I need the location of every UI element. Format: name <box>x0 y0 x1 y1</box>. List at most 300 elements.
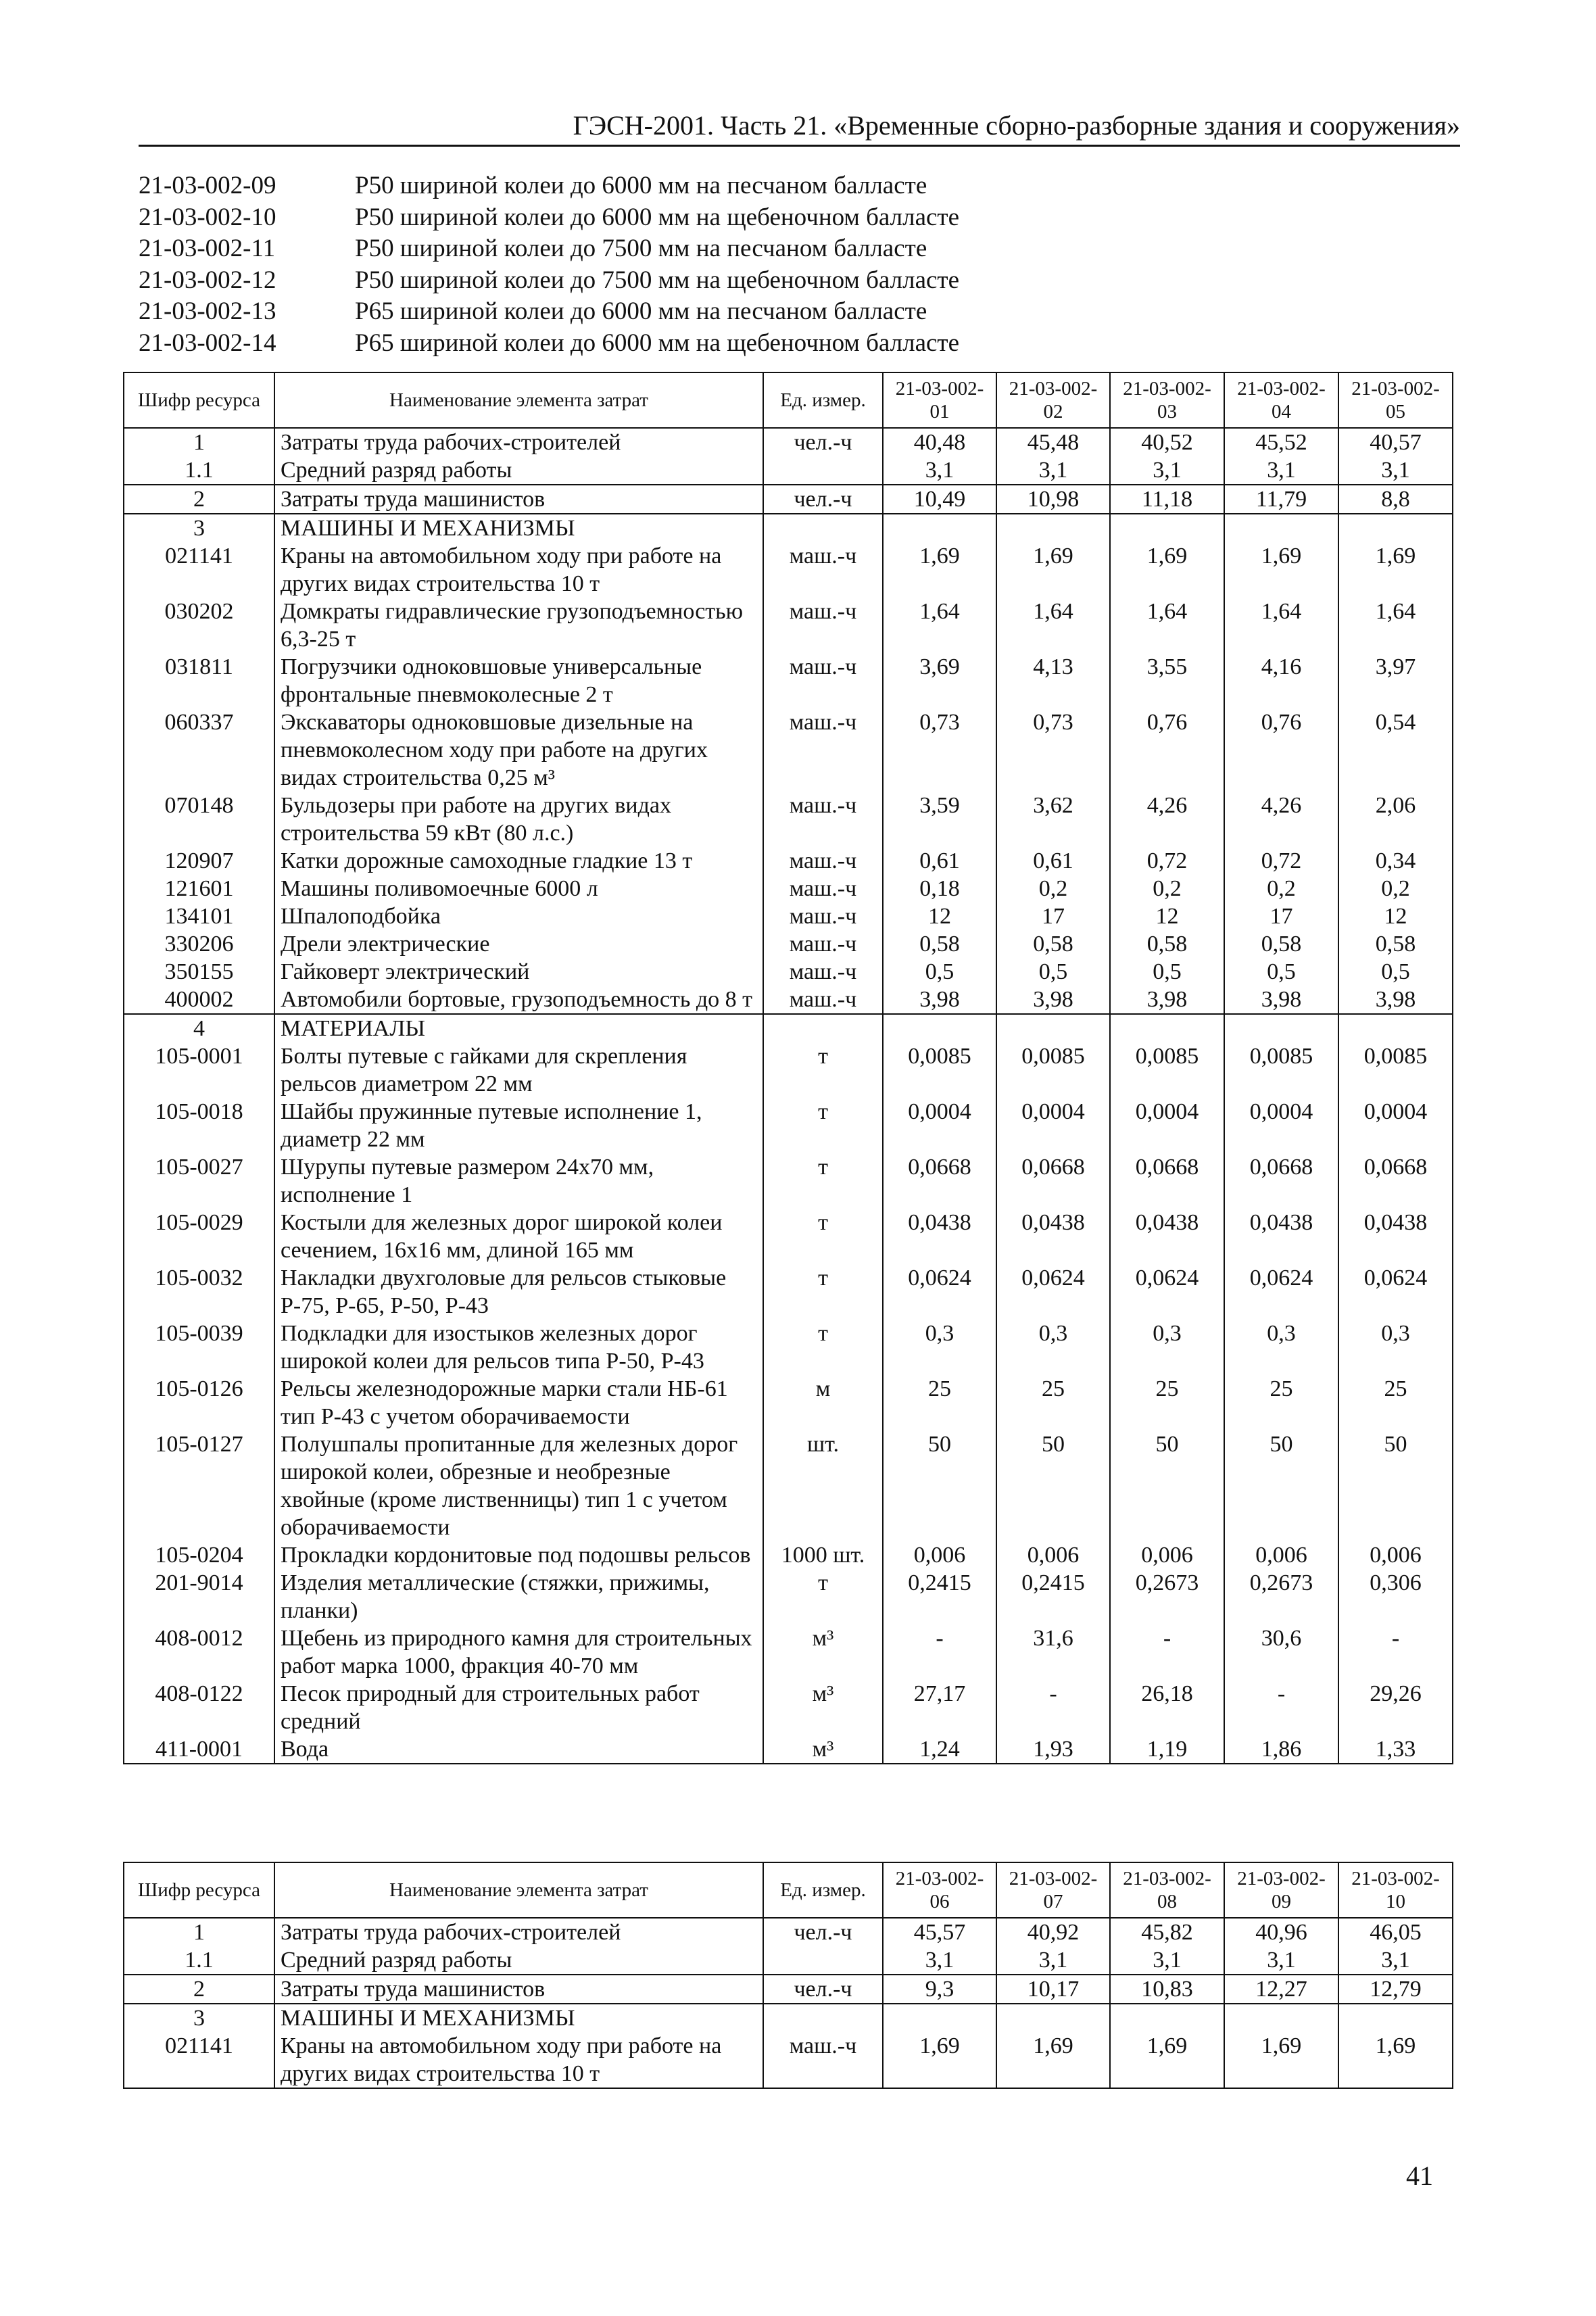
norm-value: 0,0085 <box>883 1042 996 1098</box>
table-row <box>124 902 1453 930</box>
resource-code: 4 <box>124 1014 274 1042</box>
section-row <box>124 1014 1453 1042</box>
norm-value: 0,2673 <box>1224 1569 1338 1624</box>
column-header: 21-03-002-04 <box>1224 372 1338 428</box>
cost-element-name: Изделия металлические (стяжки, прижимы, планки) <box>274 1569 763 1624</box>
cost-element-name: Затраты труда рабочих-строителей <box>274 1918 763 1946</box>
table-row <box>124 1375 1453 1430</box>
norm-value: 0,3 <box>1224 1320 1338 1375</box>
cost-element-name: Шпалоподбойка <box>274 902 763 930</box>
table-row <box>124 1918 1453 1946</box>
table-row <box>124 542 1453 598</box>
unit-of-measure: чел.-ч <box>763 428 883 456</box>
column-header: 21-03-002-02 <box>996 372 1110 428</box>
norm-value: 4,26 <box>1224 792 1338 847</box>
unit-of-measure: маш.-ч <box>763 653 883 708</box>
norm-value: 3,69 <box>883 653 996 708</box>
table-row <box>124 485 1453 514</box>
norm-value: 40,52 <box>1110 428 1224 456</box>
norm-value: 0,76 <box>1110 708 1224 792</box>
code-description: Р65 шириной колеи до 6000 мм на щебеночном балласте <box>355 329 960 357</box>
norm-value: 40,48 <box>883 428 996 456</box>
header-title: ГЭСН-2001. Часть 21. «Временные сборно-разборные здания и сооружения» <box>573 110 1460 141</box>
column-header: 21-03-002-08 <box>1110 1862 1224 1918</box>
resource-code: 400002 <box>124 986 274 1014</box>
unit-of-measure: маш.-ч <box>763 708 883 792</box>
table-row <box>124 958 1453 986</box>
column-header: Ед. измер. <box>763 1862 883 1918</box>
norm-value: 1,69 <box>1110 2032 1224 2088</box>
norm-value: 50 <box>1224 1430 1338 1541</box>
norm-value: 3,55 <box>1110 653 1224 708</box>
unit-of-measure: м³ <box>763 1624 883 1680</box>
resource-code: 105-0032 <box>124 1264 274 1320</box>
norm-value: 1,69 <box>1338 2032 1453 2088</box>
resource-code: 105-0001 <box>124 1042 274 1098</box>
unit-of-measure <box>763 2004 883 2032</box>
norm-value: 0,5 <box>1338 958 1453 986</box>
norm-value: 1,33 <box>1338 1735 1453 1764</box>
code-item <box>139 328 1288 360</box>
norm-value: 0,2673 <box>1110 1569 1224 1624</box>
norm-value: 3,1 <box>883 1946 996 1975</box>
norm-value: 46,05 <box>1338 1918 1453 1946</box>
norm-value: 0,0004 <box>883 1098 996 1153</box>
norm-value: 40,96 <box>1224 1918 1338 1946</box>
table-row <box>124 1320 1453 1375</box>
norm-value: 1,69 <box>996 542 1110 598</box>
resource-table-2 <box>123 1862 1453 2089</box>
norm-value: 30,6 <box>1224 1624 1338 1680</box>
norm-value: 3,1 <box>1224 1946 1338 1975</box>
norm-value <box>883 514 996 542</box>
norm-value: 0,0438 <box>1338 1209 1453 1264</box>
norm-value: 3,97 <box>1338 653 1453 708</box>
table-row <box>124 1153 1453 1209</box>
norm-value <box>883 2004 996 2032</box>
resource-code: 120907 <box>124 847 274 875</box>
unit-of-measure: т <box>763 1264 883 1320</box>
resource-code: 105-0039 <box>124 1320 274 1375</box>
norm-value: 25 <box>1110 1375 1224 1430</box>
unit-of-measure <box>763 514 883 542</box>
norm-value: - <box>1224 1680 1338 1735</box>
code-number: 21-03-002-09 <box>139 172 276 199</box>
code-description: Р50 шириной колеи до 6000 мм на песчаном балласте <box>355 172 927 199</box>
norm-value: 0,0004 <box>1338 1098 1453 1153</box>
norm-value: 0,3 <box>996 1320 1110 1375</box>
norm-value: 1,64 <box>1110 598 1224 653</box>
unit-of-measure: т <box>763 1042 883 1098</box>
cost-element-name: Домкраты гидравлические грузоподъемностью 6,3-25 т <box>274 598 763 653</box>
table-row <box>124 1975 1453 2004</box>
norm-value: 0,5 <box>883 958 996 986</box>
norm-value: 11,79 <box>1224 485 1338 514</box>
norm-value: 0,0004 <box>1110 1098 1224 1153</box>
norm-value: 0,0668 <box>1224 1153 1338 1209</box>
cost-element-name: Машины поливомоечные 6000 л <box>274 875 763 902</box>
code-list <box>139 170 1288 359</box>
norm-value: 0,0438 <box>883 1209 996 1264</box>
norm-value: 3,1 <box>1338 456 1453 485</box>
norm-value: 0,34 <box>1338 847 1453 875</box>
norm-value: 0,5 <box>1224 958 1338 986</box>
norm-value: 0,0085 <box>996 1042 1110 1098</box>
norm-value: 12 <box>1110 902 1224 930</box>
norm-value: 50 <box>1338 1430 1453 1541</box>
norm-value: 1,69 <box>1338 542 1453 598</box>
norm-value: 0,72 <box>1224 847 1338 875</box>
norm-value: 0,2 <box>996 875 1110 902</box>
resource-code: 070148 <box>124 792 274 847</box>
unit-of-measure: м <box>763 1375 883 1430</box>
norm-value <box>1224 514 1338 542</box>
resource-code: 105-0127 <box>124 1430 274 1541</box>
norm-value: 29,26 <box>1338 1680 1453 1735</box>
page-number: 41 <box>1406 2161 1433 2191</box>
cost-element-name: Болты путевые с гайками для скрепления рельсов диаметром 22 мм <box>274 1042 763 1098</box>
code-item <box>139 170 1288 202</box>
norm-value <box>1338 514 1453 542</box>
column-header: 21-03-002-07 <box>996 1862 1110 1918</box>
code-description: Р50 шириной колеи до 6000 мм на щебеночном балласте <box>355 203 960 231</box>
norm-value: 0,0085 <box>1338 1042 1453 1098</box>
norm-value <box>883 1014 996 1042</box>
resource-code: 350155 <box>124 958 274 986</box>
section-row <box>124 514 1453 542</box>
norm-value: 0,72 <box>1110 847 1224 875</box>
norm-value <box>1224 2004 1338 2032</box>
unit-of-measure: т <box>763 1153 883 1209</box>
unit-of-measure: маш.-ч <box>763 958 883 986</box>
norm-value: 3,1 <box>1110 456 1224 485</box>
table-row <box>124 1209 1453 1264</box>
cost-element-name: Бульдозеры при работе на других видах строительства 59 кВт (80 л.с.) <box>274 792 763 847</box>
table-row <box>124 847 1453 875</box>
norm-value: 0,0668 <box>1110 1153 1224 1209</box>
norm-value: 0,58 <box>1338 930 1453 958</box>
norm-value <box>1110 514 1224 542</box>
cost-element-name: Костыли для железных дорог широкой колеи сечением, 16х16 мм, длиной 165 мм <box>274 1209 763 1264</box>
norm-value: - <box>1110 1624 1224 1680</box>
table-row <box>124 986 1453 1014</box>
cost-element-name: Средний разряд работы <box>274 1946 763 1975</box>
norm-value: 0,006 <box>883 1541 996 1569</box>
resource-code: 105-0029 <box>124 1209 274 1264</box>
norm-value: 25 <box>883 1375 996 1430</box>
cost-element-name: Затраты труда рабочих-строителей <box>274 428 763 456</box>
code-item <box>139 202 1288 234</box>
column-header: Шифр ресурса <box>124 372 274 428</box>
norm-value: 0,76 <box>1224 708 1338 792</box>
resource-code: 021141 <box>124 2032 274 2088</box>
unit-of-measure <box>763 1946 883 1975</box>
norm-value: 3,1 <box>883 456 996 485</box>
norm-value: 0,0624 <box>1110 1264 1224 1320</box>
unit-of-measure: т <box>763 1320 883 1375</box>
code-description: Р50 шириной колеи до 7500 мм на щебеночном балласте <box>355 266 960 294</box>
column-header: Ед. измер. <box>763 372 883 428</box>
norm-value: - <box>1338 1624 1453 1680</box>
norm-value: 0,0004 <box>1224 1098 1338 1153</box>
norm-value <box>996 2004 1110 2032</box>
table-row <box>124 428 1453 456</box>
resource-code: 031811 <box>124 653 274 708</box>
table-row <box>124 1569 1453 1624</box>
unit-of-measure: маш.-ч <box>763 2032 883 2088</box>
norm-value: 1,69 <box>996 2032 1110 2088</box>
norm-value <box>1224 1014 1338 1042</box>
norm-value: 0,5 <box>1110 958 1224 986</box>
unit-of-measure: м³ <box>763 1680 883 1735</box>
unit-of-measure: маш.-ч <box>763 542 883 598</box>
norm-value: 0,2 <box>1224 875 1338 902</box>
norm-value: 0,0668 <box>996 1153 1110 1209</box>
norm-value: 3,98 <box>1338 986 1453 1014</box>
cost-element-name: МАШИНЫ И МЕХАНИЗМЫ <box>274 2004 763 2032</box>
table-row <box>124 1430 1453 1541</box>
code-item <box>139 233 1288 265</box>
norm-value: 0,61 <box>883 847 996 875</box>
cost-element-name: Подкладки для изостыков железных дорог широкой колеи для рельсов типа Р-50, Р-43 <box>274 1320 763 1375</box>
resource-code: 060337 <box>124 708 274 792</box>
norm-value: 0,006 <box>1110 1541 1224 1569</box>
norm-value <box>1110 1014 1224 1042</box>
resource-table-1 <box>123 372 1453 1764</box>
norm-value: 8,8 <box>1338 485 1453 514</box>
norm-value: 27,17 <box>883 1680 996 1735</box>
norm-value: 1,69 <box>1224 2032 1338 2088</box>
norm-value: 0,0668 <box>883 1153 996 1209</box>
unit-of-measure: маш.-ч <box>763 986 883 1014</box>
unit-of-measure: т <box>763 1209 883 1264</box>
norm-value: 31,6 <box>996 1624 1110 1680</box>
norm-value: 3,59 <box>883 792 996 847</box>
cost-element-name: МАТЕРИАЛЫ <box>274 1014 763 1042</box>
norm-value: 50 <box>996 1430 1110 1541</box>
cost-element-name: Рельсы железнодорожные марки стали НБ-61 тип Р-43 с учетом оборачиваемости <box>274 1375 763 1430</box>
norm-value: 0,0438 <box>996 1209 1110 1264</box>
norm-value: 0,0438 <box>1110 1209 1224 1264</box>
norm-value: 0,58 <box>1224 930 1338 958</box>
table-row <box>124 875 1453 902</box>
norm-value: 1,69 <box>883 2032 996 2088</box>
norm-value: 0,58 <box>883 930 996 958</box>
resource-code: 408-0122 <box>124 1680 274 1735</box>
norm-value: 12,27 <box>1224 1975 1338 2004</box>
column-header: 21-03-002-10 <box>1338 1862 1453 1918</box>
norm-value: 3,98 <box>1224 986 1338 1014</box>
unit-of-measure <box>763 1014 883 1042</box>
resource-code: 105-0027 <box>124 1153 274 1209</box>
norm-value: 1,69 <box>1110 542 1224 598</box>
cost-element-name: Шурупы путевые размером 24х70 мм, исполнение 1 <box>274 1153 763 1209</box>
norm-value: 1,69 <box>1224 542 1338 598</box>
table-row <box>124 1624 1453 1680</box>
norm-value: 0,2415 <box>883 1569 996 1624</box>
unit-of-measure: т <box>763 1098 883 1153</box>
resource-code: 105-0204 <box>124 1541 274 1569</box>
page-header <box>139 110 1460 147</box>
norm-value: 0,006 <box>1338 1541 1453 1569</box>
norm-value: 0,58 <box>1110 930 1224 958</box>
cost-element-name: Затраты труда машинистов <box>274 1975 763 2004</box>
norm-value <box>996 1014 1110 1042</box>
norm-value: 0,3 <box>883 1320 996 1375</box>
resource-code: 408-0012 <box>124 1624 274 1680</box>
norm-value: 17 <box>996 902 1110 930</box>
unit-of-measure <box>763 456 883 485</box>
cost-element-name: Средний разряд работы <box>274 456 763 485</box>
unit-of-measure: маш.-ч <box>763 847 883 875</box>
norm-value: 3,98 <box>996 986 1110 1014</box>
norm-value: 0,0085 <box>1224 1042 1338 1098</box>
norm-value: 3,98 <box>1110 986 1224 1014</box>
norm-value: 3,1 <box>996 456 1110 485</box>
norm-value: 9,3 <box>883 1975 996 2004</box>
norm-value: 0,3 <box>1110 1320 1224 1375</box>
norm-value: 45,48 <box>996 428 1110 456</box>
header-row <box>124 372 1453 428</box>
table-row <box>124 653 1453 708</box>
table-row <box>124 1946 1453 1975</box>
norm-value: 50 <box>1110 1430 1224 1541</box>
norm-value: 3,1 <box>1224 456 1338 485</box>
norm-value: 0,2415 <box>996 1569 1110 1624</box>
column-header: Наименование элемента затрат <box>274 372 763 428</box>
resource-code: 3 <box>124 2004 274 2032</box>
code-number: 21-03-002-11 <box>139 235 276 262</box>
norm-value: 0,0085 <box>1110 1042 1224 1098</box>
resource-code: 411-0001 <box>124 1735 274 1764</box>
resource-code: 105-0018 <box>124 1098 274 1153</box>
norm-value: 0,0004 <box>996 1098 1110 1153</box>
code-number: 21-03-002-13 <box>139 297 276 325</box>
norm-value: 1,19 <box>1110 1735 1224 1764</box>
norm-value: 0,5 <box>996 958 1110 986</box>
cost-element-name: Катки дорожные самоходные гладкие 13 т <box>274 847 763 875</box>
norm-value: 3,62 <box>996 792 1110 847</box>
table-row <box>124 1735 1453 1764</box>
norm-value: 1,64 <box>883 598 996 653</box>
table-row <box>124 792 1453 847</box>
cost-element-name: Полушпалы пропитанные для железных дорог широкой колеи, обрезные и необрезные хвойные (кроме лиственницы) тип 1 с учетом оборачиваемости <box>274 1430 763 1541</box>
table-row <box>124 1042 1453 1098</box>
resource-code: 2 <box>124 485 274 514</box>
resource-code: 030202 <box>124 598 274 653</box>
resource-code: 3 <box>124 514 274 542</box>
resource-code: 2 <box>124 1975 274 2004</box>
norm-value: 0,0624 <box>1338 1264 1453 1320</box>
norm-value: 4,26 <box>1110 792 1224 847</box>
column-header: 21-03-002-05 <box>1338 372 1453 428</box>
cost-element-name: Щебень из природного камня для строительных работ марка 1000, фракция 40-70 мм <box>274 1624 763 1680</box>
norm-value: 0,2 <box>1338 875 1453 902</box>
cost-element-name: Краны на автомобильном ходу при работе на других видах строительства 10 т <box>274 2032 763 2088</box>
resource-code: 1 <box>124 428 274 456</box>
norm-value: 0,2 <box>1110 875 1224 902</box>
table-row <box>124 2032 1453 2088</box>
table-row <box>124 708 1453 792</box>
norm-value: 1,64 <box>996 598 1110 653</box>
code-number: 21-03-002-12 <box>139 266 276 294</box>
norm-value: 10,17 <box>996 1975 1110 2004</box>
resource-code: 021141 <box>124 542 274 598</box>
code-number: 21-03-002-14 <box>139 329 276 357</box>
table-row <box>124 1098 1453 1153</box>
cost-element-name: Дрели электрические <box>274 930 763 958</box>
norm-value: 0,0624 <box>1224 1264 1338 1320</box>
column-header: 21-03-002-03 <box>1110 372 1224 428</box>
column-header: 21-03-002-09 <box>1224 1862 1338 1918</box>
unit-of-measure: маш.-ч <box>763 930 883 958</box>
resource-code: 330206 <box>124 930 274 958</box>
norm-value: 0,306 <box>1338 1569 1453 1624</box>
norm-value: 0,54 <box>1338 708 1453 792</box>
code-description: Р65 шириной колеи до 6000 мм на песчаном балласте <box>355 297 927 325</box>
unit-of-measure: чел.-ч <box>763 1975 883 2004</box>
cost-element-name: Автомобили бортовые, грузоподъемность до 8 т <box>274 986 763 1014</box>
norm-value <box>1338 2004 1453 2032</box>
resource-code: 121601 <box>124 875 274 902</box>
unit-of-measure: т <box>763 1569 883 1624</box>
norm-value: 25 <box>996 1375 1110 1430</box>
cost-element-name: Затраты труда машинистов <box>274 485 763 514</box>
code-item <box>139 296 1288 328</box>
unit-of-measure: чел.-ч <box>763 1918 883 1946</box>
norm-value: 12 <box>1338 902 1453 930</box>
norm-value: 12 <box>883 902 996 930</box>
resource-code: 105-0126 <box>124 1375 274 1430</box>
resource-code: 1 <box>124 1918 274 1946</box>
unit-of-measure: шт. <box>763 1430 883 1541</box>
norm-value: 4,13 <box>996 653 1110 708</box>
unit-of-measure: 1000 шт. <box>763 1541 883 1569</box>
cost-element-name: Песок природный для строительных работ средний <box>274 1680 763 1735</box>
cost-element-name: Шайбы пружинные путевые исполнение 1, диаметр 22 мм <box>274 1098 763 1153</box>
norm-value: 10,98 <box>996 485 1110 514</box>
code-description: Р50 шириной колеи до 7500 мм на песчаном балласте <box>355 235 927 262</box>
resource-code: 134101 <box>124 902 274 930</box>
norm-value: 3,1 <box>996 1946 1110 1975</box>
unit-of-measure: маш.-ч <box>763 792 883 847</box>
resource-code: 1.1 <box>124 456 274 485</box>
cost-element-name: Вода <box>274 1735 763 1764</box>
norm-value: - <box>996 1680 1110 1735</box>
norm-value: 4,16 <box>1224 653 1338 708</box>
section-row <box>124 2004 1453 2032</box>
norm-value: 0,73 <box>996 708 1110 792</box>
unit-of-measure: маш.-ч <box>763 902 883 930</box>
norm-value: 17 <box>1224 902 1338 930</box>
cost-element-name: Гайковерт электрический <box>274 958 763 986</box>
norm-value <box>1338 1014 1453 1042</box>
norm-value: 40,57 <box>1338 428 1453 456</box>
norm-value: 0,0624 <box>883 1264 996 1320</box>
cost-element-name: Экскаваторы одноковшовые дизельные на пневмоколесном ходу при работе на других видах строительства 0,25 м³ <box>274 708 763 792</box>
cost-element-name: Погрузчики одноковшовые универсальные фронтальные пневмоколесные 2 т <box>274 653 763 708</box>
norm-value: 0,73 <box>883 708 996 792</box>
norm-value: 1,93 <box>996 1735 1110 1764</box>
norm-value: 0,006 <box>996 1541 1110 1569</box>
table-row <box>124 598 1453 653</box>
table-row <box>124 1264 1453 1320</box>
cost-element-name: Накладки двухголовые для рельсов стыковые Р-75, Р-65, Р-50, Р-43 <box>274 1264 763 1320</box>
norm-value: - <box>883 1624 996 1680</box>
norm-value: 3,98 <box>883 986 996 1014</box>
norm-value: 0,61 <box>996 847 1110 875</box>
norm-value: 0,58 <box>996 930 1110 958</box>
